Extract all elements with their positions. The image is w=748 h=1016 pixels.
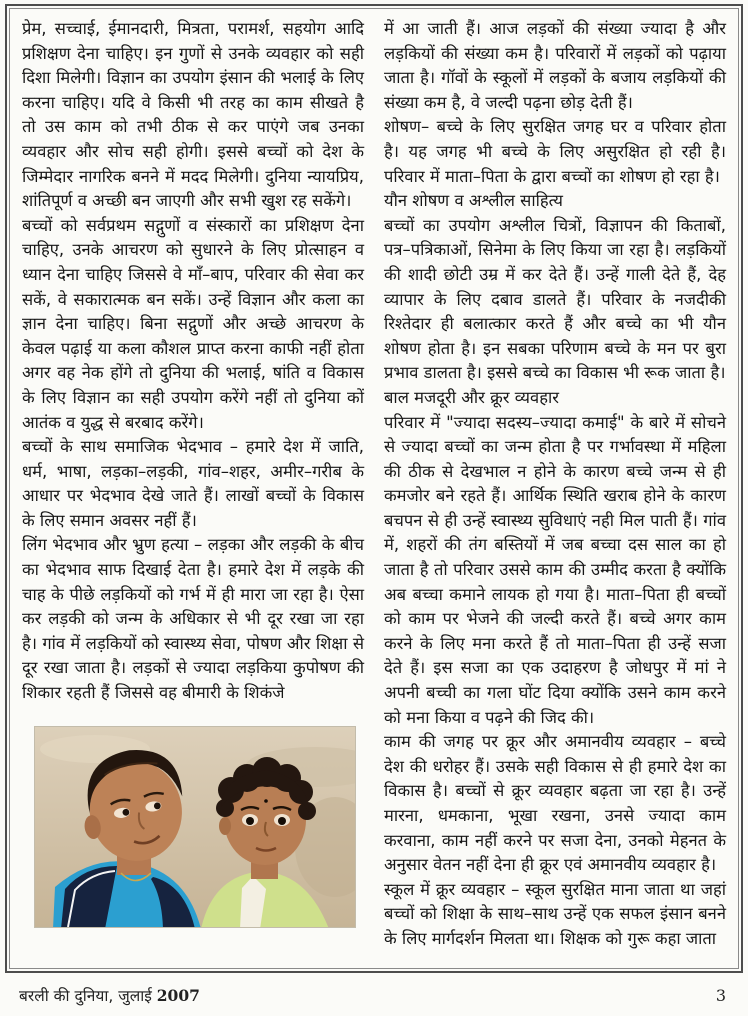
magazine-title: बरली की दुनिया, जुलाई bbox=[19, 987, 152, 1005]
paragraph: शोषण– बच्चे के लिए सुरक्षित जगह घर व परिवार होता है। यह जगह भी बच्चे के लिए असुरक्षित हो रही है। परिवार में माता–पिता के द्वारा बच्चों का शोषण हो रहा है। bbox=[384, 117, 726, 186]
page-footer bbox=[19, 984, 726, 1006]
paragraph: बच्चों को सर्वप्रथम सद्गुणों व संस्कारों का प्रशिक्षण देना चाहिए, उनके आचरण को सुधारने के लिए प्रोत्साहन व ध्यान देना चाहिए जिससे वे मॉं–बाप, परिवार की सेवा कर सकें, वे सकारात्मक बन सकें। उन्हें विज्ञान और कला का ज्ञान देना चाहिए। बिना सद्गुणों और अच्छे आचरण के केवल पढ़ाई या कला कौशल प्राप्त करना काफी नहीं होता अगर वह नेक होंगे तो दुनिया की भलाई, षांति व विकास के लिए विज्ञान का सही उपयोग करेंगे नहीं तो दुनिया कों आतंक व युद्ध से बरबाद करेंगे। bbox=[22, 215, 364, 432]
page-number: 3 bbox=[715, 986, 726, 1005]
right-column bbox=[384, 17, 726, 962]
paragraph: में आ जाती हैं। आज लड़कों की संख्या ज्यादा है और लड़कियों की संख्या कम है। परिवारों में लड़कों को पढ़ाया जाता है। गॉवों के स्कूलों में लड़कों के बजाय लड़कियों की संख्या कम है, वे जल्दी पढ़ना छोड़ देती हैं। bbox=[384, 19, 726, 112]
paragraph: परिवार में "ज्यादा सदस्य–ज्यादा कमाई" के बारे में सोचने से ज्यादा बच्चों का जन्म होता है पर गर्भावस्था में महिला की ठीक से देखभाल न होने के कारण बच्चे जन्म से ही कमजोर बने रहते हैं। आर्थिक स्थिति खराब होने के कारण बचपन से ही उन्हें स्वास्थ्य सुविधाएं नही मिल पाती हैं। गांव में, शहरों की तंग बस्तियों में जब बच्चा दस साल का हो जाता है तो परिवार उससे काम की उम्मीद करता है क्योंकि अब बच्चा कमाने लायक हो गया है। माता–पिता ही बच्चों को काम पर भेजने की जल्दी करते हैं। बच्चे अगर काम करने के लिए मना करते हैं तो माता–पिता ही उन्हें सजा देते हैं। इस सजा का एक उदाहरण है जोधपुर में मां ने अपनी बच्ची का गला घोंट दिया क्योंकि उसने काम करने को मना किया व पढ़ने की जिद की। bbox=[384, 412, 726, 727]
left-column bbox=[22, 17, 364, 962]
page-border-outer bbox=[5, 4, 743, 973]
issue-year: 2007 bbox=[156, 986, 200, 1005]
children-photo-illustration bbox=[35, 727, 356, 928]
page-border-inner bbox=[9, 8, 739, 969]
section-heading: बाल मजदूरी और क्रूर व्यवहार bbox=[384, 387, 559, 407]
paragraph: काम की जगह पर क्रूर और अमानवीय व्यवहार – बच्चे देश की धरोहर हैं। उसके सही विकास से ही हमारे देश का विकास है। बच्चों से क्रूर व्यवहार बढ़ता जा रहा है। उन्हें मारना, धमकाना, भूखा रखना, उनसे ज्यादा काम करवाना, काम नहीं करने पर सजा देना, उनको मेहनत के अनुसार वेतन नहीं देना ही क्रूर एवं अमानवीय व्यवहार है। bbox=[384, 732, 726, 875]
paragraph: बच्चों के साथ समाजिक भेदभाव – हमारे देश में जाति, धर्म, भाषा, लड़का–लड़की, गांव–शहर, अमीर–गरीब के आधार पर भेदभाव देखे जाते हैं। लाखों बच्चों के विकास के लिए समान अवसर नहीं हैं। bbox=[22, 437, 364, 530]
paragraph: बच्चों का उपयोग अश्लील चित्रों, विज्ञापन की किताबों, पत्र–पत्रिकाओं, सिनेमा के लिए किया जा रहा है। लड़कियों की शादी छोटी उम्र में कर देते हैं। उन्हें गाली देते हैं, देह व्यापार के लिए दबाव डालते हैं। परिवार के नजदीकी रिश्तेदार ही बलात्कार करते हैं और बच्चे का भी यौन शोषण होता है। इन सबका परिणाम बच्चे के मन पर बुरा प्रभाव डालता है। इससे बच्चे का विकास भी रूक जाता है। bbox=[384, 215, 726, 383]
paragraph: प्रेम, सच्चाई, ईमानदारी, मित्रता, परामर्श, सहयोग आदि प्रशिक्षण देना चाहिए। इन गुणों से उनके व्यवहार को सही दिशा मिलेगी। विज्ञान का उपयोग इंसान की भलाई के लिए करना चाहिए। यदि वे किसी भी तरह का काम सीखते है तो उस काम को तभी ठीक से कर पाएंगे जब उनका व्यवहार और सोच सही होगी। इससे बच्चों को देश के जिम्मेदार नागरिक बनने में मदद मिलेगी। दुनिया न्यायप्रिय, शांतिपूर्ण व अच्छी बन जाएगी और सभी खुश रह सकेंगे। bbox=[22, 19, 364, 211]
section-heading: यौन शोषण व अश्लील साहित्य bbox=[384, 191, 563, 211]
two-column-layout bbox=[22, 17, 726, 962]
paragraph: स्कूल में क्रूर व्यवहार – स्कूल सुरक्षित माना जाता था जहां बच्चों को शिक्षा के साथ–साथ उन्हें एक सफल इंसान बनने के लिए मार्गदर्शन मिलता था। शिक्षक को गुरू कहा जाता bbox=[384, 879, 726, 948]
paragraph: लिंग भेदभाव और भ्रुण हत्या – लड़का और लड़की के बीच का भेदभाव साफ दिखाई देता है। हमारे देश में लड़के की चाह के पीछे लड़कियों को गर्भ में ही मारा जा रहा है। ऐसा कर लड़की को जन्म के अधिकार से भी दूर रखा जा रहा है। गांव में लड़कियों को स्वास्थ्य सेवा, पोषण और शिक्षा से दूर रखा जाता है। लड़कों से ज्यादा लड़किया कुपोषण की शिकार रहती हैं जिससे वह बीमारी के शिकंजे bbox=[22, 535, 364, 703]
footer-title bbox=[19, 984, 200, 1006]
children-photo bbox=[34, 726, 356, 928]
